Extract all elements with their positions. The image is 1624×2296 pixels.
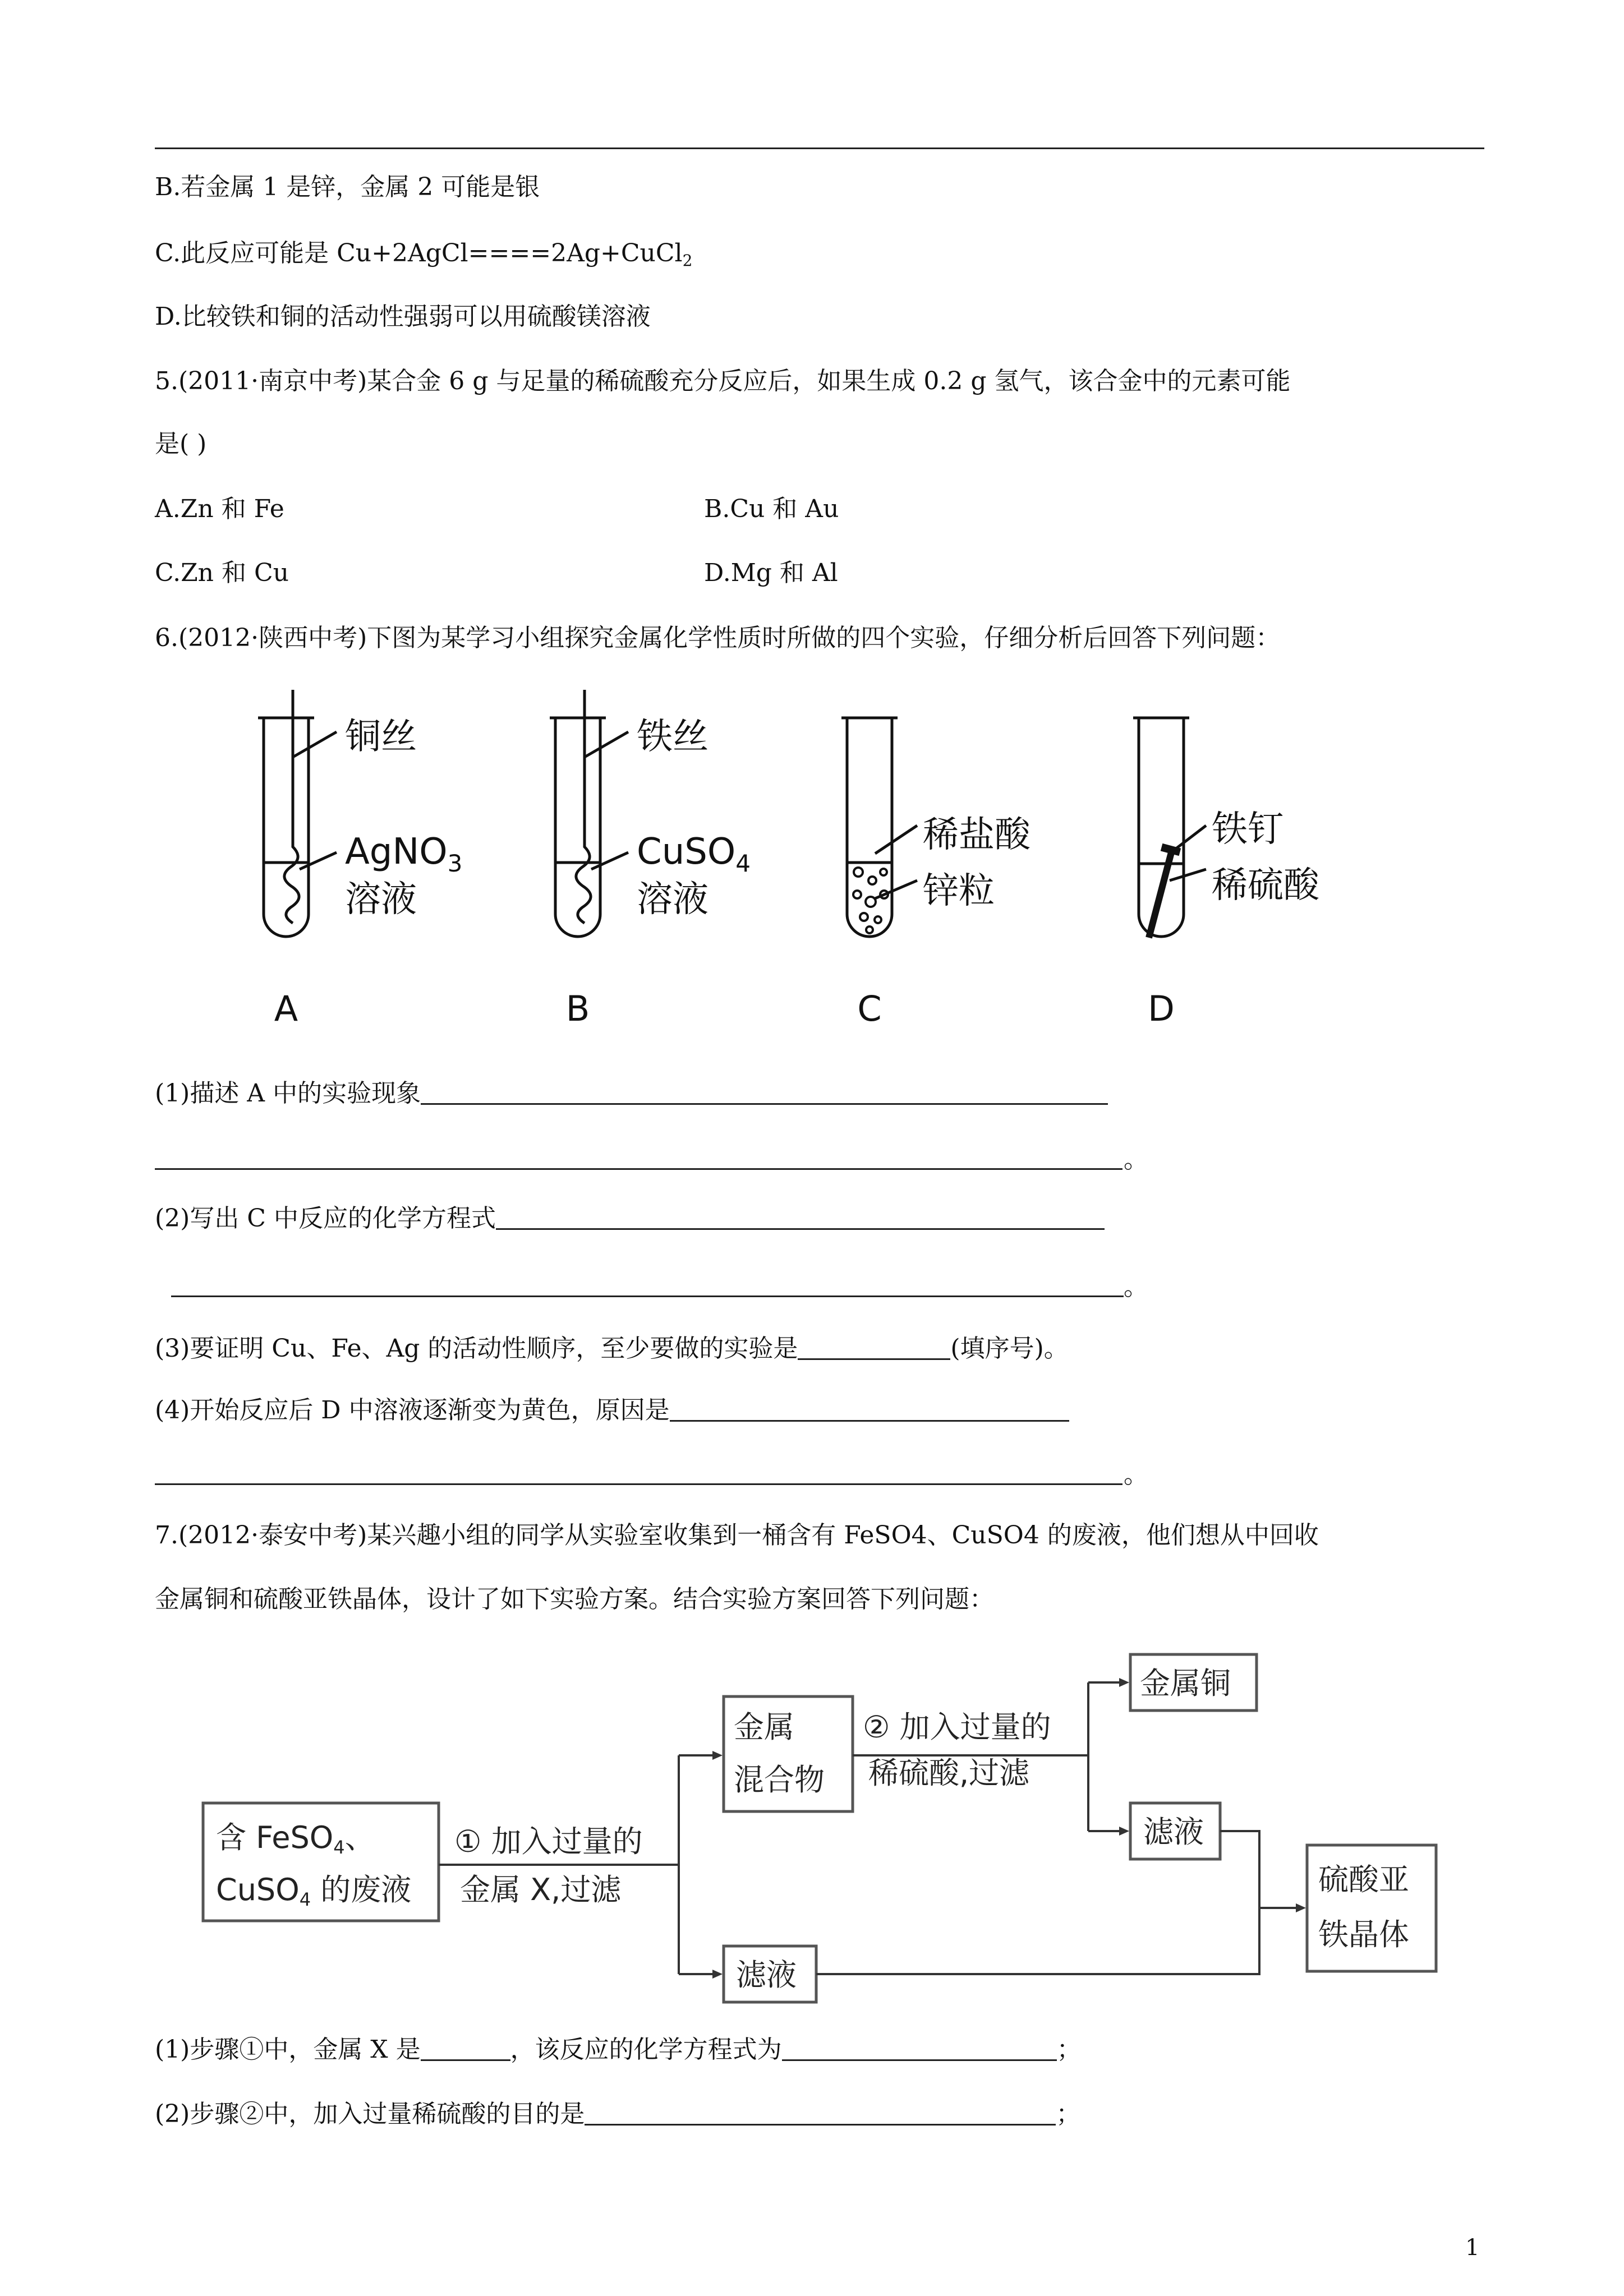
flow-step2-condition-top: ② 加入过量的 bbox=[863, 1709, 1051, 1745]
q5-option-c: C.Zn 和 Cu bbox=[155, 559, 289, 587]
flow-product-line2: 铁晶体 bbox=[1318, 1917, 1409, 1952]
tube-a-label-solution-formula: AgNO$_3$ bbox=[345, 831, 463, 877]
q6-sub1-blank bbox=[421, 1077, 1108, 1105]
q6-sub2-blank-line2 bbox=[171, 1295, 1124, 1297]
flow-step1-condition-top: ① 加入过量的 bbox=[454, 1824, 643, 1859]
q5-option-d: D.Mg 和 Al bbox=[704, 559, 838, 587]
q6-sub3: (3)要证明 Cu、Fe、Ag 的活动性顺序，至少要做的实验是 (填序号)。 bbox=[155, 1332, 1069, 1366]
test-tube-figure bbox=[241, 679, 1419, 1038]
q7-sub1-blank-metal bbox=[421, 2034, 510, 2061]
q4-option-b: B.若金属 1 是锌，金属 2 可能是银 bbox=[155, 173, 540, 201]
flow-step2-condition-bottom: 稀硫酸,过滤 bbox=[868, 1755, 1030, 1791]
flow-start-line1: 含 FeSO4、 bbox=[216, 1820, 375, 1858]
flow-start-line2: CuSO4 的废液 bbox=[216, 1872, 412, 1910]
q6-sub4-blank bbox=[670, 1394, 1069, 1422]
flow-product-line1: 硫酸亚 bbox=[1318, 1862, 1409, 1897]
flow-copper-label: 金属铜 bbox=[1140, 1666, 1231, 1701]
tube-a-label-wire: 铜丝 bbox=[345, 716, 417, 758]
tube-b-label-wire: 铁丝 bbox=[637, 716, 709, 758]
flow-filtrate-lower-label: 滤液 bbox=[736, 1957, 797, 1993]
q5-stem-line2: 是( ) bbox=[155, 430, 207, 458]
tube-c-label-zinc: 锌粒 bbox=[923, 870, 995, 912]
q6-sub1-blank-line2 bbox=[155, 1168, 1122, 1170]
q6-stem: 6.(2012·陕西中考)下图为某学习小组探究金属化学性质时所做的四个实验，仔细分析后回答下列问题： bbox=[155, 624, 1281, 652]
q6-sub2-period: 。 bbox=[1124, 1273, 1148, 1301]
page-number: 1 bbox=[1465, 2235, 1480, 2261]
tube-d-letter: D bbox=[1148, 988, 1175, 1029]
q6-sub3-blank bbox=[798, 1333, 950, 1360]
q5-option-b: B.Cu 和 Au bbox=[704, 495, 839, 523]
tube-b-label-solution: 溶液 bbox=[637, 879, 709, 920]
q6-sub4-period: 。 bbox=[1124, 1460, 1148, 1489]
flow-mixture-line1: 金属 bbox=[734, 1709, 794, 1745]
q6-sub2-blank bbox=[496, 1202, 1105, 1230]
tube-b-label-solution-formula: CuSO$_4$ bbox=[637, 831, 751, 877]
q5-option-a: A.Zn 和 Fe bbox=[155, 495, 284, 523]
q4-option-d: D.比较铁和铜的活动性强弱可以用硫酸镁溶液 bbox=[155, 302, 651, 331]
q6-sub4: (4)开始反应后 D 中溶液逐渐变为黄色，原因是 bbox=[155, 1394, 1069, 1427]
q6-sub2: (2)写出 C 中反应的化学方程式 bbox=[155, 1202, 1105, 1235]
q7-sub2: (2)步骤②中，加入过量稀硫酸的目的是 ； bbox=[155, 2097, 1080, 2131]
q7-sub2-blank bbox=[585, 2098, 1056, 2126]
q6-sub1-period: 。 bbox=[1124, 1145, 1148, 1174]
q7-sub1-blank-equation bbox=[782, 2034, 1057, 2061]
flow-filtrate-upper-label: 滤液 bbox=[1143, 1814, 1204, 1850]
q7-sub1: (1)步骤①中，金属 X 是 ，该反应的化学方程式为 ； bbox=[155, 2033, 1082, 2067]
tube-b-letter: B bbox=[565, 988, 590, 1029]
q4-option-c: C.此反应可能是 Cu+2AgCl====2Ag+CuCl$_2$ bbox=[155, 239, 693, 270]
q6-sub4-blank-line2 bbox=[155, 1483, 1122, 1485]
q6-sub1: (1)描述 A 中的实验现象 bbox=[155, 1077, 1108, 1110]
flow-mixture-line2: 混合物 bbox=[734, 1762, 825, 1797]
tube-c-label-acid: 稀盐酸 bbox=[923, 814, 1030, 856]
q5-stem-line1: 5.(2011·南京中考)某合金 6 g 与足量的稀硫酸充分反应后，如果生成 0.2 g 氢气，该合金中的元素可能 bbox=[155, 367, 1291, 395]
recovery-flowchart bbox=[191, 1643, 1459, 2008]
header-rule bbox=[155, 147, 1484, 149]
q7-stem-line2: 金属铜和硫酸亚铁晶体，设计了如下实验方案。结合实验方案回答下列问题： bbox=[155, 1585, 994, 1613]
tube-a-label-solution: 溶液 bbox=[345, 879, 417, 920]
q7-stem-line1: 7.(2012·泰安中考)某兴趣小组的同学从实验室收集到一桶含有 FeSO4、CuSO4 的废液，他们想从中回收 bbox=[155, 1521, 1319, 1550]
tube-d-label-nail: 铁钉 bbox=[1212, 809, 1283, 850]
tube-d-label-acid: 稀硫酸 bbox=[1212, 865, 1319, 906]
tube-a-letter: A bbox=[274, 988, 298, 1029]
tube-c-letter: C bbox=[857, 988, 882, 1029]
flow-step1-condition-bottom: 金属 X,过滤 bbox=[460, 1872, 622, 1907]
